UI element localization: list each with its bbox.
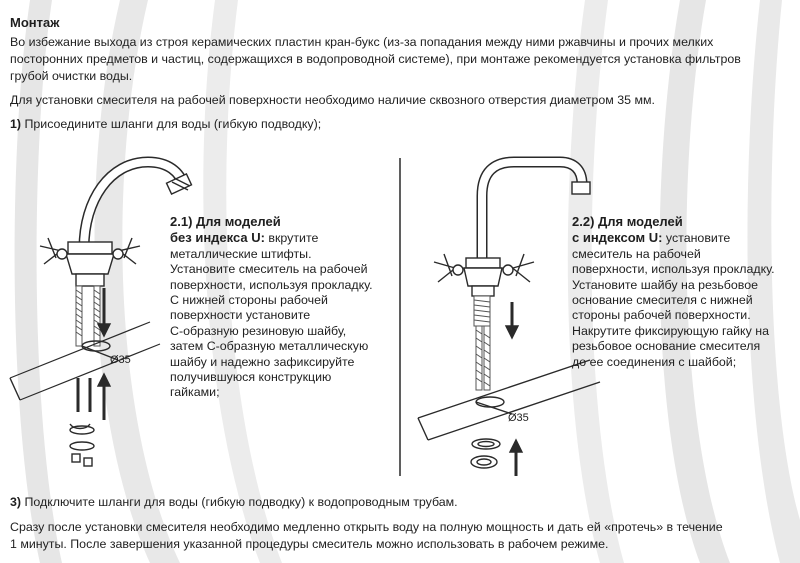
step-2-1-text-first: вкрутите — [268, 231, 319, 246]
step-1-text: Присоедините шланги для воды (гибкую подводку); — [24, 117, 322, 131]
step-2-1-title-line-1: 2.1) Для моделей — [170, 214, 281, 229]
section-title: Монтаж — [10, 15, 60, 30]
step-3-number: 3) — [10, 495, 22, 509]
step-1-number: 1) — [10, 117, 22, 131]
step-2-2-text: смеситель на рабочей поверхности, используя прокладку. Установите шайбу на резьбовое основание смесителя с нижней стороны рабочей поверхности. Накрутите фиксирующую гайку на резьбовое основание смесителя до ее соединения с шайбой; — [572, 246, 775, 369]
step-2-2-title-line-2: с индексом U: — [572, 230, 663, 246]
diameter-label-left: Ø35 — [110, 354, 131, 366]
step-3-text: Подключите шланги для воды (гибкую подводку) к водопроводным трубам. — [24, 495, 458, 509]
diameter-label-right: Ø35 — [508, 412, 529, 424]
final-line-1: Сразу после установки смесителя необходимо медленно открыть воду на полную мощность и дать ей «протечь» в течение — [10, 520, 723, 534]
intro-line-3: грубой очистки воды. — [10, 69, 133, 83]
step-2-2-text-first: установите — [665, 231, 731, 246]
step-3 — [10, 494, 458, 511]
step-2-2-block — [572, 214, 775, 370]
intro-line-2: посторонних предметов и частиц, содержащихся в водопроводной системе), при монтаже рекомендуется установка фильтров — [10, 52, 741, 66]
step-2-2-title-line-1: 2.2) Для моделей — [572, 214, 683, 229]
intro-line-1: Во избежание выхода из строя керамических пластин кран-букс (из-за попадания между ними ржавчины и прочих мелких — [10, 35, 714, 49]
step-2-1-title-line-2: без индекса U: — [170, 230, 265, 246]
final-line-2: 1 минуты. После завершения указанной процедуры смеситель можно использовать в рабочем режиме. — [10, 537, 609, 551]
hole-note: Для установки смесителя на рабочей поверхности необходимо наличие сквозного отверстия диаметром 35 мм. — [10, 93, 655, 107]
step-2-1-text: металлические штифты. Установите смеситель на рабочей поверхности, используя прокладку. С нижней стороны рабочей поверхности установите С-образную резиновую шайбу, затем С-образную металлическую шайбу и надежно зафиксируйте получившуюся конструкцию гайками; — [170, 246, 373, 400]
